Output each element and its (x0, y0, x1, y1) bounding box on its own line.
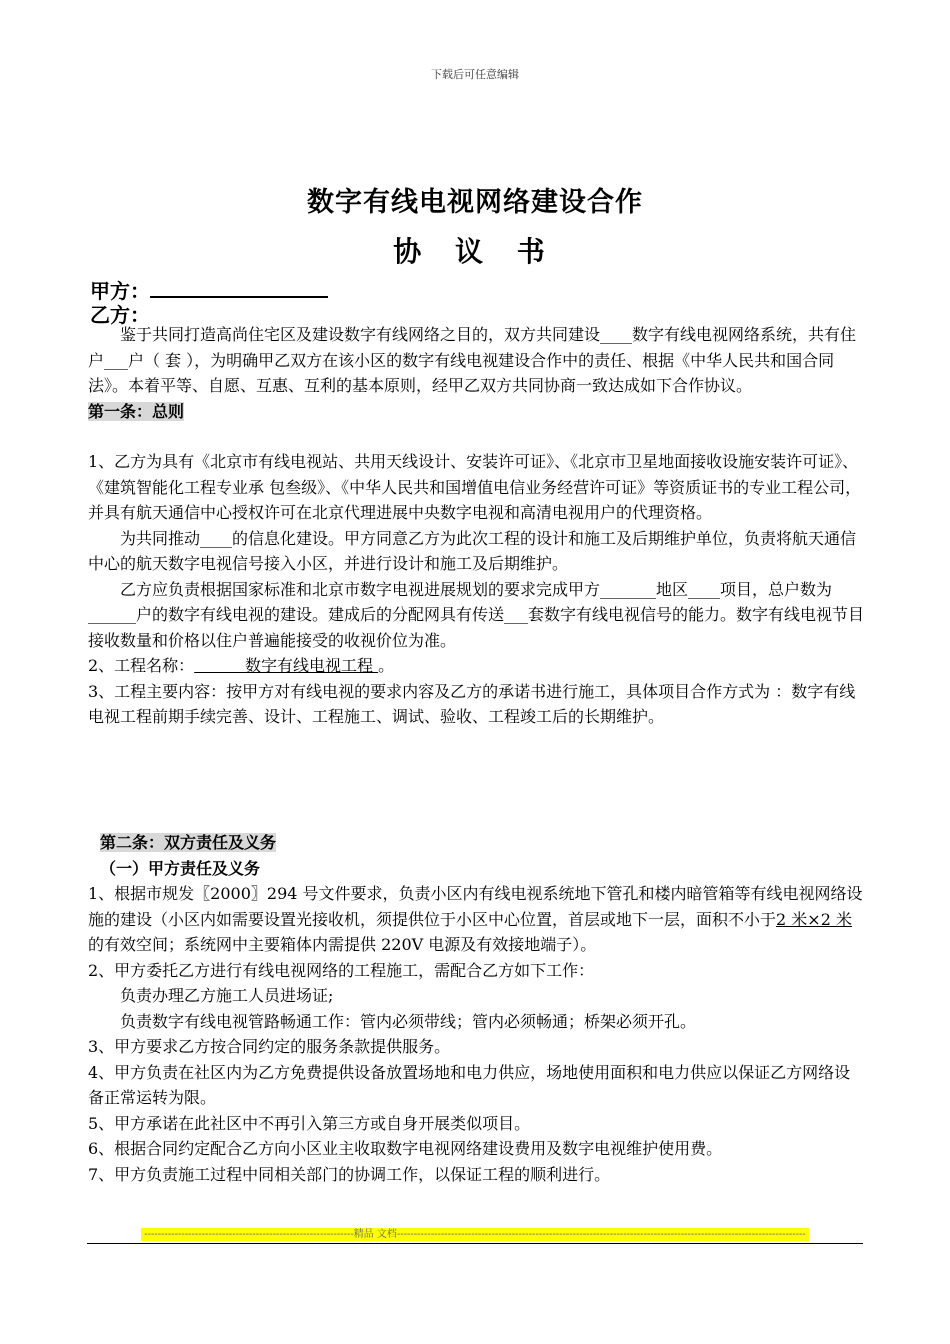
article-2-subheading: （一）甲方责任及义务 (100, 858, 261, 878)
item-1-area: 2 米×2 米 (776, 909, 852, 929)
project-name-line (88, 653, 866, 679)
article-2-item-2b: 负责数字有线电视管路畅通工作：管内必须带线；管内必须畅通；桥架必须开孔。 (120, 1011, 697, 1031)
header-note: 下载后可任意编辑 (431, 68, 519, 81)
article-2-item-4: 4、甲方负责在社区内为乙方免费提供设备放置场地和电力供应，场地使用面积和电力供应以保证乙方网络设备正常运转为限。 (88, 1062, 851, 1107)
party-b-label: 乙方： (90, 303, 150, 327)
party-a-blank (150, 280, 328, 298)
article-2-item-6: 6、根据合同约定配合乙方向小区业主收取数字电视网络建设费用及数字电视维护使用费。 (88, 1139, 723, 1158)
article-2-item-7: 7、甲方负责施工过程中同相关部门的协调工作，以保证工程的顺利进行。 (88, 1164, 611, 1184)
article-1-item-1: 1、乙方为具有《北京市有线电视站、共用天线设计、安装许可证》、《北京市卫星地面接收设施安装许可证》、《建筑智能化工程专业承 包叁级》、《中华人民共和国增值电信业务经营许可证》等资质证书的专业工程公司，并具有航天通信中心授权许可在北京代理进展中央数字电视和高清电视用户的代理资格。 (88, 452, 862, 522)
article-2-item-5: 5、甲方承诺在此社区中不再引入第三方或自身开展类似项目。 (88, 1113, 531, 1133)
document-subtitle: 协 议 书 (393, 235, 557, 268)
article-1-paragraph-2: 为共同推动____的信息化建设。甲方同意乙方为此次工程的设计和施工及后期维护单位，负责将航天通信中心的航天数字电视信号接入小区，并进行设计和施工及后期维护。 (88, 528, 857, 573)
body-section-1 (88, 322, 866, 730)
article-2-item-3: 3、甲方要求乙方按合同约定的服务条款提供服务。 (88, 1037, 451, 1056)
footer-divider (87, 1243, 863, 1244)
intro-paragraph: 鉴于共同打造高尚住宅区及建设数字有线网络之目的，双方共同建设____数字有线电视网络系统，共有住户___户（ 套 ），为明确甲乙双方在该小区的数字有线电视建设合作中的责任、根据《中华人民共和国合同法》。本着平等、自愿、互惠、互利的基本原则，经甲乙双方共同协商一致达成如下合作协议。 (88, 325, 857, 395)
article-2-item-1 (88, 881, 866, 958)
article-2-item-2a: 负责办理乙方施工人员进场证; (120, 986, 334, 1005)
party-a-label: 甲方： (90, 279, 150, 303)
article-1-heading: 第一条：总则 (88, 401, 185, 421)
project-name-end: 。 (378, 656, 395, 675)
footer-banner: --------------------------------------------------------------精品 文档------------------------------------------------------------------------------------------------------------------------- (141, 1228, 809, 1241)
item-1-text-a: 1、根据市规发〖2000〗294 号文件要求，负责小区内有线电视系统地下管孔和楼内暗管箱等有线电视网络设施的建设（小区内如需要设置光接收机，须提供位于小区中心位置，首层或地下一层，面积不小于 (88, 884, 863, 929)
body-section-2 (88, 830, 866, 1187)
item-1-text-b: 的有效空间；系统网中主要箱体内需提供 220V 电源及有效接地端子）。 (88, 935, 597, 954)
article-1-paragraph-3: 乙方应负责根据国家标准和北京市数字电视进展规划的要求完成甲方_______地区____项目，总户数为______户的数字有线电视的建设。建成后的分配网具有传送___套数字有线电视信号的能力。数字有线电视节目接收数量和价格以住户普遍能接受的收视价位为准。 (88, 579, 865, 650)
article-1-item-3: 3、工程主要内容：按甲方对有线电视的要求内容及乙方的承诺书进行施工，具体项目合作方式为 ：数字有线电视工程前期手续完善、设计、工程施工、调试、验收、工程竣工后的长期维护。 (88, 681, 856, 726)
article-2-item-2: 2、甲方委托乙方进行有线电视网络的工程施工，需配合乙方如下工作： (88, 960, 595, 980)
project-name-label: 2、工程名称： (88, 656, 195, 675)
project-name-value: 数字有线电视工程 (194, 656, 379, 675)
article-2-heading: 第二条：双方责任及义务 (100, 833, 277, 852)
document-title: 数字有线电视网络建设合作 (307, 187, 643, 218)
